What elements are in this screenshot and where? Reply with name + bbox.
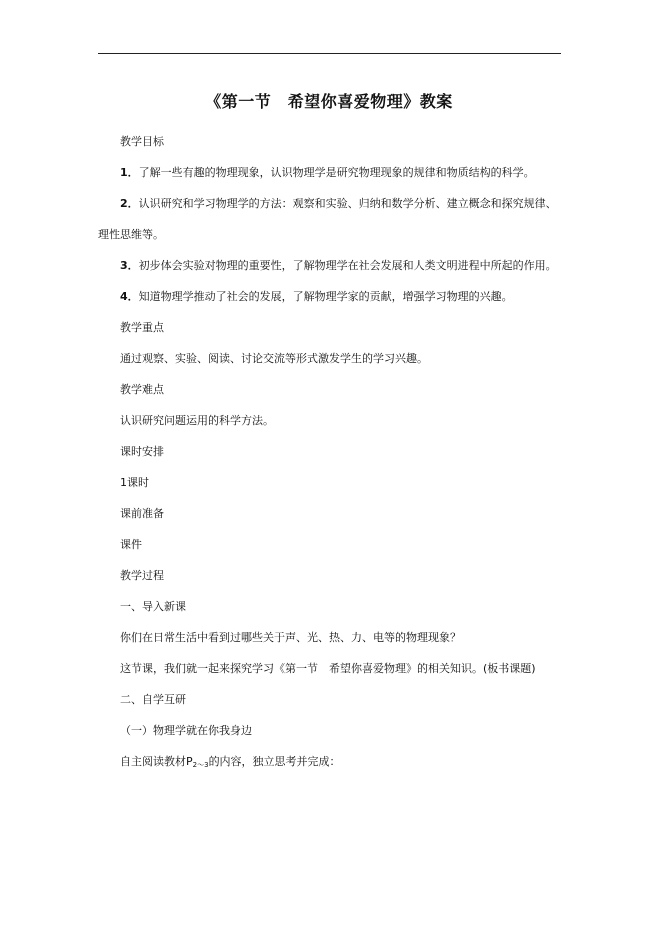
key-points-heading: 教学重点 [120, 321, 164, 334]
difficulties-heading: 教学难点 [120, 383, 164, 396]
objectives-heading: 教学目标 [120, 135, 164, 148]
objective-item [98, 250, 561, 281]
objective-number: 3． [120, 259, 139, 272]
step2-task-post: 的内容，独立思考并完成： [208, 755, 341, 768]
header-rule [98, 53, 561, 54]
objective-item [98, 188, 561, 250]
objective-text: 知道物理学推动了社会的发展，了解物理学家的贡献，增强学习物理的兴趣。 [138, 290, 513, 303]
objective-number: 2． [120, 197, 139, 210]
schedule-text: 1课时 [120, 476, 149, 489]
difficulties-text: 认识研究问题运用的科学方法。 [120, 414, 274, 427]
key-points-text: 通过观察、实验、阅读、讨论交流等形式激发学生的学习兴趣。 [120, 352, 428, 365]
objective-item [98, 281, 561, 312]
process-heading: 教学过程 [120, 569, 164, 582]
prep-text: 课件 [120, 538, 142, 551]
step2-task [98, 746, 561, 781]
document-title: 《第一节 希望你喜爱物理》教案 [205, 92, 453, 111]
step2-sub-heading: （一）物理学就在你我身边 [120, 724, 252, 737]
step2-task-pre: 自主阅读教材P [120, 755, 193, 768]
objective-item [98, 157, 561, 188]
objective-text: 了解一些有趣的物理现象，认识物理学是研究物理现象的规律和物质结构的科学。 [138, 166, 535, 179]
step2-heading: 二、自学互研 [120, 693, 186, 706]
objective-number: 4． [120, 290, 139, 303]
objective-text: 初步体会实验对物理的重要性，了解物理学在社会发展和人类文明进程中所起的作用。 [138, 259, 557, 272]
objective-number: 1． [120, 166, 139, 179]
step1-intro: 这节课，我们就一起来探究学习《第一节 希望你喜爱物理》的相关知识。(板书课题) [120, 662, 536, 675]
step1-question: 你们在日常生活中看到过哪些关于声、光、热、力、电等的物理现象？ [120, 631, 461, 644]
document-body [98, 126, 561, 781]
step1-heading: 一、导入新课 [120, 600, 186, 613]
prep-heading: 课前准备 [120, 507, 164, 520]
schedule-heading: 课时安排 [120, 445, 164, 458]
objective-text: 认识研究和学习物理学的方法：观察和实验、归纳和数学分析、建立概念和探究规律、理性思维等。 [98, 197, 557, 241]
page-range-subscript: 2～3 [192, 761, 209, 769]
